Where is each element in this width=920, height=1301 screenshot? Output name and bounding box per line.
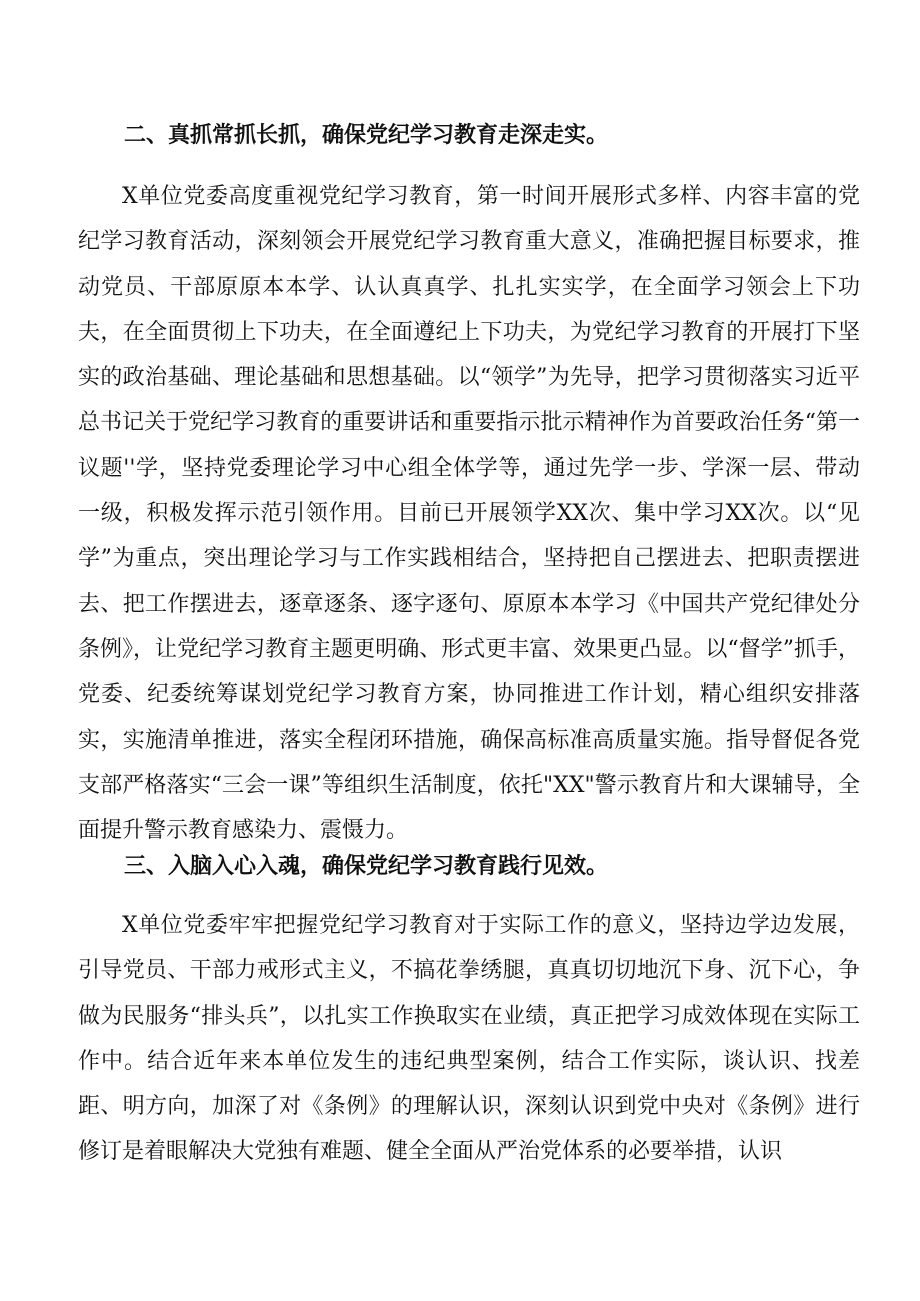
section-heading-3: 三、入脑入心入魂，确保党纪学习教育践行见效。 [124, 854, 609, 879]
section-heading-2: 二、真抓常抓长抓，确保党纪学习教育走深走实。 [124, 123, 609, 148]
section-2-paragraph: X单位党委高度重视党纪学习教育，第一时间开展形式多样、内容丰富的党纪学习教育活动，深刻领会开展党纪学习教育重大意义，准确把握目标要求，推动党员、干部原原本本学、认认真真学、扎扎实实学，在全面学习领会上下功夫，在全面贯彻上下功夫，在全面遵纪上下功夫，为党纪学习教育的开展打下坚实的政治基础、理论基础和思想基础。以“领学”为先导，把学习贯彻落实习近平总书记关于党纪学习教育的重要讲话和重要指示批示精神作为首要政治任务“第一议题''学，坚持党委理论学习中心组全体学等，通过先学一步、学深一层、带动一级，积极发挥示范引领作用。目前已开展领学XX次、集中学习XX次。以“见学”为重点，突出理论学习与工作实践相结合，坚持把自己摆进去、把职责摆进去、把工作摆进去，逐章逐条、逐字逐句、原原本本学习《中国共产党纪律处分条例》，让党纪学习教育主题更明确、形式更丰富、效果更凸显。以“督学”抓手，党委、纪委统筹谋划党纪学习教育方案，协同推进工作计划，精心组织安排落实，实施清单推进，落实全程闭环措施，确保高标准高质量实施。指导督促各党支部严格落实“三会一课”等组织生活制度，依托"XX"警示教育片和大课辅导，全面提升警示教育感染力、震慑力。 [78, 184, 860, 844]
section-3-paragraph: X单位党委牢牢把握党纪学习教育对于实际工作的意义，坚持边学边发展，引导党员、干部力戒形式主义，不搞花拳绣腿，真真切切地沉下身、沉下心，争做为民服务“排头兵”，以扎实工作换取实在业绩，真正把学习成效体现在实际工作中。结合近年来本单位发生的违纪典型案例，结合工作实际，谈认识、找差距、明方向，加深了对《条例》的理解认识，深刻认识到党中央对《条例》进行修订是着眼解决大党独有难题、健全全面从严治党体系的必要举措，认识 [78, 913, 860, 1165]
